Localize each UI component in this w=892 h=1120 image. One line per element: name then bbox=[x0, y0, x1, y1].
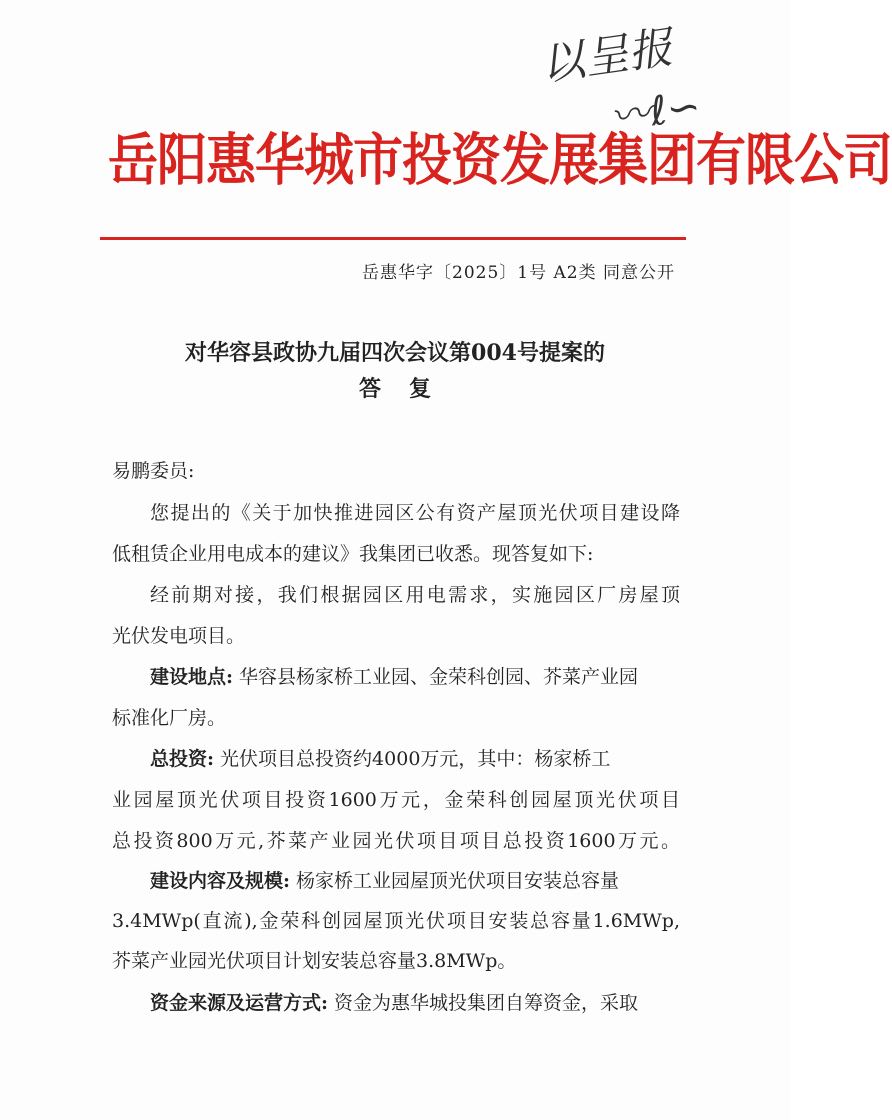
paragraph-line bbox=[150, 744, 680, 771]
handwritten-signature: 〰ℓ∽ bbox=[607, 82, 704, 142]
paragraph-line: 业园屋顶光伏项目投资1600万元，金荣科创园屋顶光伏项目 bbox=[112, 789, 680, 811]
section-label: 建设内容及规模: bbox=[150, 870, 291, 892]
line-text: 光伏项目总投资约4000万元，其中：杨家桥工 bbox=[214, 748, 611, 770]
letterhead-divider bbox=[100, 237, 686, 240]
paragraph-line: 总投资800万元,芥菜产业园光伏项目项目总投资1600万元。 bbox=[112, 830, 680, 852]
paragraph-line bbox=[150, 662, 680, 689]
document-number: 岳惠华字〔2025〕1号 A2类 同意公开 bbox=[362, 263, 675, 283]
line-text: 华容县杨家桥工业园、金荣科创园、芥菜产业园 bbox=[233, 666, 639, 688]
paragraph-line: 芥菜产业园光伏项目计划安装总容量3.8MWp。 bbox=[112, 950, 517, 972]
paragraph-line: 标准化厂房。 bbox=[112, 707, 227, 729]
paragraph-line: 经前期对接，我们根据园区用电需求，实施园区厂房屋顶 bbox=[150, 584, 680, 606]
paragraph-line: 3.4MWp(直流),金荣科创园屋顶光伏项目安装总容量1.6MWp, bbox=[112, 910, 680, 932]
line-text: 杨家桥工业园屋顶光伏项目安装总容量 bbox=[290, 870, 620, 892]
document-subtitle: 答复 bbox=[358, 376, 459, 402]
section-label: 资金来源及运营方式: bbox=[150, 992, 329, 1014]
paragraph-line: 您提出的《关于加快推进园区公有资产屋顶光伏项目建设降 bbox=[150, 502, 680, 524]
paragraph-line bbox=[150, 866, 680, 893]
paragraph-line: 光伏发电项目。 bbox=[112, 625, 246, 647]
line-text: 资金为惠华城投集团自筹资金，采取 bbox=[328, 992, 639, 1014]
paragraph-line bbox=[150, 988, 680, 1015]
document-title: 对华容县政协九届四次会议第004号提案的 bbox=[185, 340, 605, 366]
paragraph-line: 低租赁企业用电成本的建议》我集团已收悉。现答复如下: bbox=[112, 543, 594, 565]
section-label: 建设地点: bbox=[150, 666, 234, 688]
handwritten-note: 以呈报 bbox=[537, 22, 676, 91]
section-label: 总投资: bbox=[150, 748, 215, 770]
salutation: 易鹏委员: bbox=[112, 460, 195, 482]
letterhead-organization: 岳阳惠华城市投资发展集团有限公司 bbox=[108, 126, 892, 193]
